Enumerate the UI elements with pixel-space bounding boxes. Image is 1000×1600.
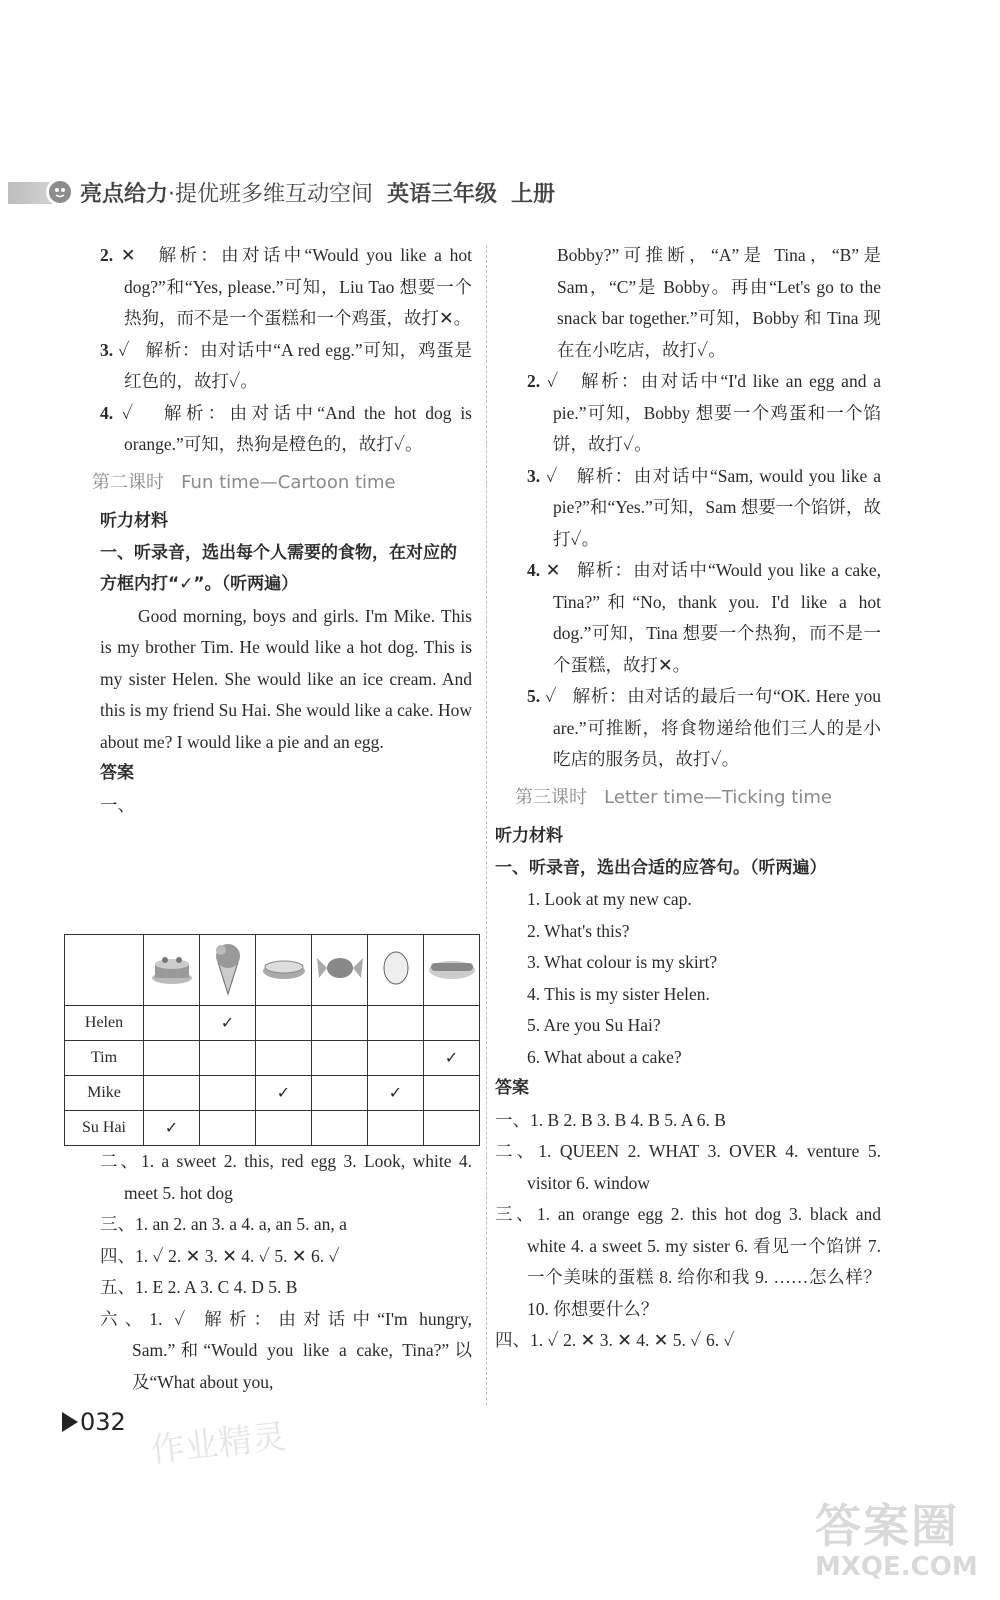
sentence-5: 5. Are you Su Hai? — [527, 1015, 661, 1035]
sweet-icon — [312, 935, 368, 1006]
right-answers — [495, 1105, 881, 1357]
cake-icon — [144, 935, 200, 1006]
site-watermark — [815, 1490, 985, 1590]
column-divider — [486, 245, 487, 1405]
sentence-6: 6. What about a cake? — [527, 1046, 682, 1067]
left-answers — [100, 1146, 472, 1398]
site-name: 答案圈 — [815, 1499, 959, 1553]
table-row: Mike ✓ ✓ — [65, 1076, 480, 1111]
ice-cream-icon — [200, 935, 256, 1006]
question-1-title: 一、听录音，选出每个人需要的食物，在对应的方框内打“✓”。（听两遍） — [100, 542, 457, 594]
page-arrow-icon — [62, 1412, 78, 1432]
answer-line: 二、1. QUEEN 2. WHAT 3. OVER 4. venture 5. visitor 6. window — [495, 1141, 881, 1193]
answer-title-2: 答案 — [495, 1078, 529, 1098]
left-item-4: 4. ✓ 解析：由对话中“And the hot dog is orange.”可知，热狗是橙色的，故打✓。 — [100, 402, 472, 454]
left-item-2: 2. ✕ 解析：由对话中“Would you like a hot dog?”和“Yes, please.”可知，Liu Tao 想要一个热狗，而不是一个蛋糕和一个鸡蛋，故打✕。 — [100, 245, 472, 328]
answer-title: 答案 — [100, 763, 134, 783]
answer-line: 三、1. an orange egg 2. this hot dog 3. black and white 4. a sweet 5. my sister 6. 看见一个馅饼 7. 一个美味的蛋糕 8. 给你和我 9. ……怎么样？ 10. 你想要什么？ — [495, 1204, 881, 1319]
right-column — [495, 240, 882, 1357]
table-row: Tim ✓ — [65, 1041, 480, 1076]
answer-line: 四、1. ✓ 2. ✕ 3. ✕ 4. ✕ 5. ✓ 6. ✓ — [495, 1330, 735, 1350]
sentence-4: 4. This is my sister Helen. — [527, 983, 710, 1004]
listening-title-2: 听力材料 — [495, 826, 563, 846]
answer-one-label: 一、 — [100, 794, 135, 815]
answer-line: 六、1. ✓ 解析：由对话中“I'm hungry, Sam.”和“Would you like a cake, Tina?”以及“What about you, — [100, 1308, 472, 1392]
site-url: MXQE.COM — [815, 1552, 978, 1582]
listening-passage: Good morning, boys and girls. I'm Mike. This is my brother Tim. He would like a hot dog. This is my sister Helen. She would like an ice cream. And this is my friend Su Hai. She would like a cake. How about me? I would like a pie and an egg. — [100, 605, 472, 752]
left-item-3: 3. ✓ 解析：由对话中“A red egg.”可知，鸡蛋是红色的，故打✓。 — [100, 339, 473, 391]
table-row: Su Hai ✓ — [65, 1111, 480, 1146]
answer-line: 五、1. E 2. A 3. C 4. D 5. B — [100, 1277, 298, 1297]
egg-icon — [368, 935, 424, 1006]
food-answer-table — [64, 934, 480, 1146]
listening-title: 听力材料 — [100, 511, 168, 531]
answer-line: 三、1. an 2. an 3. a 4. a, an 5. an, a — [100, 1214, 347, 1234]
answer-line: 四、1. ✓ 2. ✕ 3. ✕ 4. ✓ 5. ✕ 6. ✓ — [100, 1245, 340, 1266]
sentence-3: 3. What colour is my skirt? — [527, 952, 718, 972]
page-header — [0, 175, 1000, 215]
table-header-row — [65, 935, 480, 1006]
page-number: 032 — [62, 1408, 126, 1436]
watermark-text: 作业精灵 — [148, 1416, 289, 1471]
pie-icon — [256, 935, 312, 1006]
answer-line: 一、1. B 2. B 3. B 4. B 5. A 6. B — [495, 1109, 726, 1130]
sentence-1: 1. Look at my new cap. — [527, 889, 692, 909]
table-row: Helen ✓ — [65, 1006, 480, 1041]
section-heading-3: 第三课时 Letter time—Ticking time — [515, 786, 832, 808]
right-continued-text: Bobby?”可推断，“A”是 Tina，“B”是 Sam，“C”是 Bobby。再由“Let's go to the snack bar together.”可知，Bobby 和 Tina 现在在小吃店，故打✓。 — [557, 245, 881, 360]
right-item-2: 2. ✓ 解析：由对话中“I'd like an egg and a pie.”可知，Bobby 想要一个鸡蛋和一个馅饼，故打✓。 — [527, 371, 882, 454]
header-title: 亮点给力·提优班多维互动空间 英语三年级 上册 — [80, 182, 556, 207]
logo-icon — [46, 178, 74, 206]
sentence-2: 2. What's this? — [527, 920, 630, 941]
answer-line: 二、1. a sweet 2. this, red egg 3. Look, white 4. meet 5. hot dog — [100, 1151, 472, 1203]
right-item-4: 4. ✕ 解析：由对话中“Would you like a cake, Tina?”和“No, thank you. I'd like a hot dog.”可知，Tina 想要一个热狗，而不是一个蛋糕，故打✕。 — [527, 560, 882, 675]
section-heading-2: 第二课时 Fun time—Cartoon time — [92, 471, 396, 493]
right-item-3: 3. ✓ 解析：由对话中“Sam, would you like a pie?”和“Yes.”可知，Sam 想要一个馅饼，故打✓。 — [527, 465, 882, 549]
right-item-5: 5. ✓ 解析：由对话的最后一句“OK. Here you are.”可推断，将食物递给他们三人的是小吃店的服务员，故打✓。 — [527, 686, 882, 769]
hot-dog-icon — [424, 935, 480, 1006]
left-column — [92, 240, 473, 821]
question-1-title-2: 一、听录音，选出合适的应答句。（听两遍） — [495, 857, 827, 878]
